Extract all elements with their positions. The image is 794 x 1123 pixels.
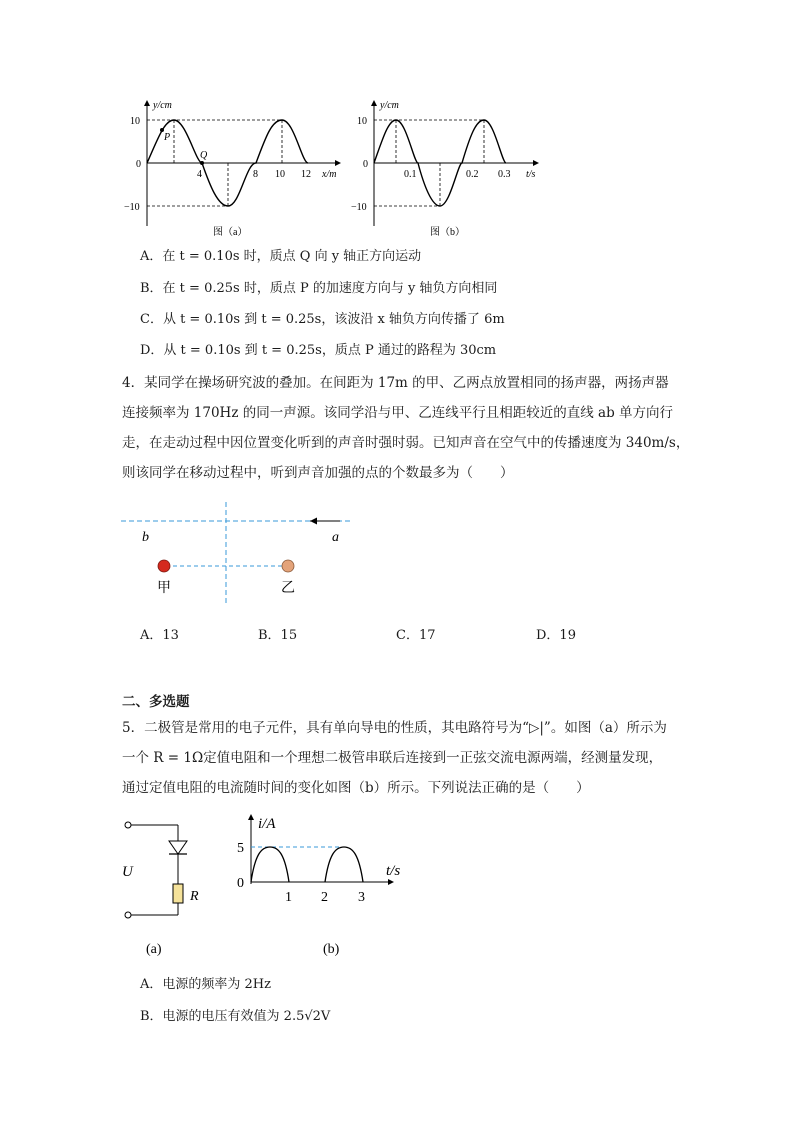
point-p: P	[164, 132, 171, 143]
xtick-b-2: 0.3	[498, 169, 511, 180]
origin-b: 0	[363, 159, 368, 170]
section-title: 二、多选题	[122, 694, 190, 710]
wave-figure-a	[120, 96, 350, 241]
q5-line-2: 通过定值电阻的电流随时间的变化如图（b）所示。下列说法正确的是（ ）	[122, 780, 590, 796]
q4-choice-b: B．15	[258, 628, 298, 643]
ytick-top-a: 10	[130, 116, 140, 127]
q4-choice-c: C．17	[396, 628, 436, 643]
xtick-a-3: 12	[301, 169, 311, 180]
xtick-a-2: 10	[275, 169, 285, 180]
current-pulse-1	[251, 847, 289, 882]
q5-line-0: 5．二极管是常用的电子元件，具有单向导电的性质，其电路符号为“▷|”。如图（a）所示为	[122, 720, 667, 736]
point-q: Q	[200, 150, 208, 161]
diode-symbol	[169, 841, 187, 854]
xtick-current-0: 1	[285, 890, 292, 905]
q5-option-a: A．电源的频率为 2Hz	[140, 977, 271, 992]
ylabel-current: i/A	[258, 816, 276, 832]
caption-b: 图（b）	[430, 227, 465, 238]
point-q-dot	[200, 161, 204, 165]
label-a: a	[332, 530, 339, 545]
q5-option-b: B．电源的电压有效值为 2.5√2V	[140, 1009, 331, 1024]
q4-line-3: 则该同学在移动过程中，听到声音加强的点的个数最多为（ ）	[122, 465, 514, 481]
xtick-a-1: 8	[253, 169, 258, 180]
xtick-b-1: 0.2	[466, 169, 479, 180]
ylabel-b: y/cm	[380, 100, 399, 111]
xtick-current-2: 3	[358, 890, 365, 905]
label-b: b	[142, 530, 149, 545]
q3-option-b: B．在 t = 0.25s 时，质点 P 的加速度方向与 y 轴负方向相同	[140, 281, 498, 296]
q4-choice-a: A．13	[140, 628, 179, 643]
q3-option-d: D．从 t = 0.10s 到 t = 0.25s，质点 P 通过的路程为 30cm	[140, 343, 497, 358]
xtick-b-0: 0.1	[404, 169, 417, 180]
ytick-bottom-b: −10	[351, 202, 367, 213]
q4-line-2: 走，在走动过程中因位置变化听到的声音时强时弱。已知声音在空气中的传播速度为 340m/s，	[122, 435, 690, 451]
xtick-a-0: 4	[197, 169, 202, 180]
q5-stem	[122, 713, 682, 803]
label-jia: 甲	[157, 581, 171, 596]
ytick-current: 5	[237, 841, 244, 856]
q4-line-0: 4．某同学在操场研究波的叠加。在间距为 17m 的甲、乙两点放置相同的扬声器，两扬声器	[122, 375, 669, 391]
xlabel-a: x/m	[322, 169, 337, 180]
q5-line-1: 一个 R = 1Ω定值电阻和一个理想二极管串联后连接到一正弦交流电源两端，经测量发现，	[122, 750, 663, 766]
caption-circuit: (a)	[146, 942, 162, 957]
ylabel-a: y/cm	[153, 100, 172, 111]
q4-stem	[122, 368, 690, 488]
speaker-jia-dot	[158, 560, 170, 572]
ytick-bottom-a: −10	[124, 202, 140, 213]
wave-figure-b	[348, 96, 558, 241]
q4-line-1: 连接频率为 170Hz 的同一声源。该同学沿与甲、乙连线平行且相距较近的直线 ab 单方向行	[122, 405, 674, 421]
xtick-current-1: 2	[321, 890, 328, 905]
label-r: R	[190, 889, 199, 904]
resistor-symbol	[173, 884, 183, 903]
origin-current: 0	[237, 876, 244, 891]
speaker-yi-dot	[282, 560, 294, 572]
xlabel-b: t/s	[526, 169, 536, 180]
caption-current: (b)	[323, 942, 340, 957]
speaker-diagram	[118, 500, 368, 610]
current-chart	[228, 812, 418, 960]
q3-option-a: A．在 t = 0.10s 时，质点 Q 向 y 轴正方向运动	[140, 249, 422, 264]
circuit-diagram	[118, 815, 218, 960]
label-yi: 乙	[281, 581, 295, 596]
q3-option-c: C．从 t = 0.10s 到 t = 0.25s，该波沿 x 轴负方向传播了 6m	[140, 312, 505, 327]
xlabel-current: t/s	[386, 863, 401, 879]
caption-a: 图（a）	[213, 227, 248, 238]
origin-a: 0	[136, 159, 141, 170]
q4-choice-d: D．19	[536, 628, 576, 643]
label-u: U	[122, 864, 133, 880]
ytick-top-b: 10	[357, 116, 367, 127]
current-pulse-2	[325, 847, 363, 882]
